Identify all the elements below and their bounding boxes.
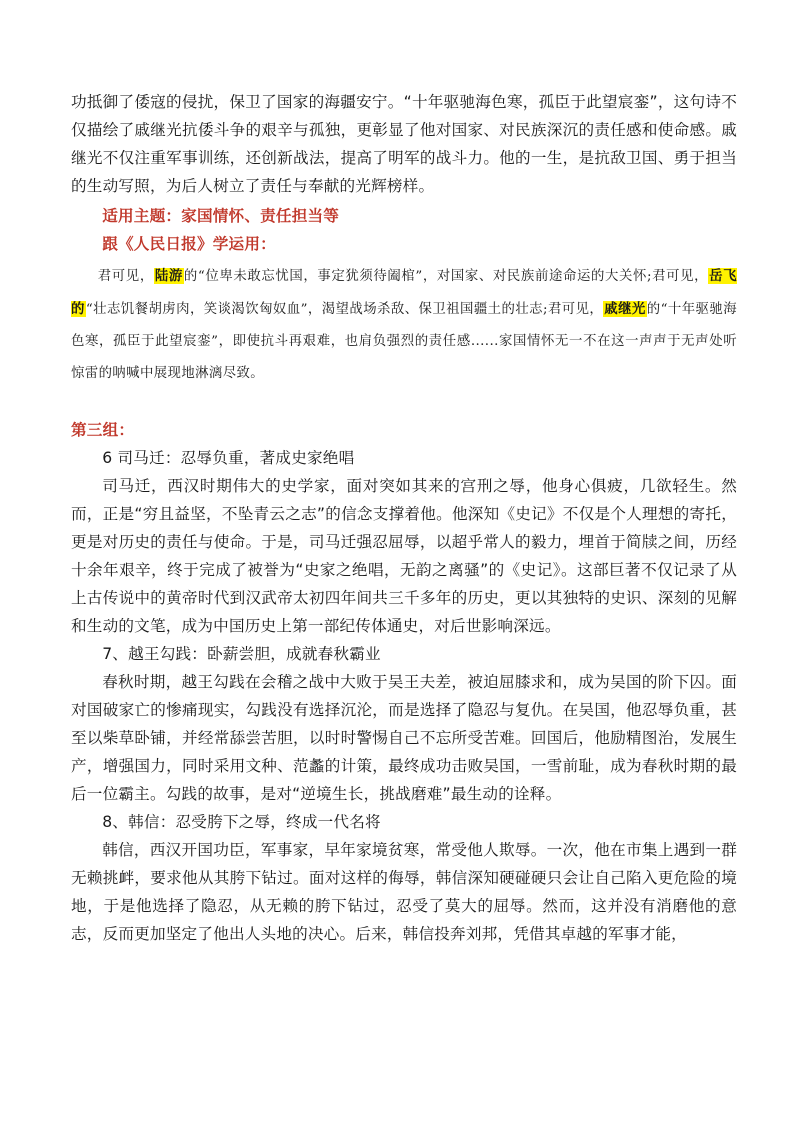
item-title-8: 8、韩信：忍受胯下之辱，终成一代名将: [102, 813, 381, 831]
quote-paragraph: [71, 260, 737, 390]
section-heading: 第三组：: [71, 421, 135, 439]
item-title-7: 7、越王勾践：卧薪尝胆，成就春秋霸业: [102, 645, 381, 663]
highlight-qi-jiguang: 戚继光: [604, 301, 646, 317]
item-body-6: 司马迁，西汉时期伟大的史学家，面对突如其来的宫刑之辱，他身心俱疲，几欲轻生。然而，正是“穷且益坚，不坠青云之志”的信念支撑着他。他深知《史记》不仅是个人理想的寄托，更是对历史的责任与使命。于是，司马迁强忍屈辱，以超乎常人的毅力，埋首于简牍之间，历经十余年艰辛，终于完成了被誉为“史家之绝唱，无韵之离骚”的《史记》。这部巨著不仅记录了从上古传说中的黄帝时代到汉武帝太初四年间共三千多年的历史，更以其独特的史识、深刻的见解和生动的文笔，成为中国历史上第一部纪传体通史，对后世影响深远。: [71, 477, 737, 635]
item-body-8: 韩信，西汉开国功臣，军事家，早年家境贫寒，常受他人欺辱。一次，他在市集上遇到一群无赖挑衅，要求他从其胯下钻过。面对这样的侮辱，韩信深知硬碰硬只会让自己陷入更危险的境地，于是他选择了隐忍，从无赖的胯下钻过，忍受了莫大的屈辱。然而，这并没有消磨他的意志，反而更加坚定了他出人头地的决心。后来，韩信投奔刘邦，凭借其卓越的军事才能，: [71, 841, 737, 943]
quote-text-3: “壮志饥餐胡虏肉，笑谈渴饮匈奴血”，渴望战场杀敌、保卫祖国疆土的壮志;君可见，: [85, 302, 604, 317]
quote-text-4: 的“十年驱驰海色寒，孤臣于此望宸銮”，即使抗斗再艰难，也肩负强烈的责任感......家国情怀无一不在这一声声于无声处听惊雷的呐喊中展现地淋漓尽致。: [71, 302, 737, 381]
theme-label: 适用主题：家国情怀、责任担当等: [102, 207, 340, 225]
quote-text-1: 君可见，: [97, 269, 154, 284]
usage-label: 跟《人民日报》学运用：: [102, 235, 276, 253]
intro-paragraph: 功抵御了倭寇的侵扰，保卫了国家的海疆安宁。“十年驱驰海色寒，孤臣于此望宸銮”，这句诗不仅描绘了戚继光抗倭斗争的艰辛与孤独，更彰显了他对国家、对民族深沉的责任感和使命感。戚继光不仅注重军事训练，还创新战法，提高了明军的战斗力。他的一生，是抗敌卫国、勇于担当的生动写照，为后人树立了责任与奉献的光辉榜样。: [71, 93, 737, 195]
item-body-7: 春秋时期，越王勾践在会稽之战中大败于吴王夫差，被迫屈膝求和，成为吴国的阶下囚。面对国破家亡的惨痛现实，勾践没有选择沉沦，而是选择了隐忍与复仇。在吴国，他忍辱负重，甚至以柴草卧铺，并经常舔尝苦胆，以时时警惕自己不忘所受苦难。回国后，他励精图治，发展生产，增强国力，同时采用文种、范蠡的计策，最终成功击败吴国，一雪前耻，成为春秋时期的最后一位霸主。勾践的故事，是对“逆境生长，挑战磨难”最生动的诠释。: [71, 673, 737, 803]
quote-text-2: 的“位卑未敢忘忧国，事定犹须待阖棺”，对国家、对民族前途命运的大关怀;君可见，: [183, 269, 709, 284]
item-title-6: 6 司马迁：忍辱负重，著成史家绝唱: [102, 449, 355, 467]
highlight-lu-you: 陆游: [154, 268, 183, 284]
document-page: [71, 88, 737, 948]
highlight-yue-fei: 岳飞的: [71, 268, 737, 317]
